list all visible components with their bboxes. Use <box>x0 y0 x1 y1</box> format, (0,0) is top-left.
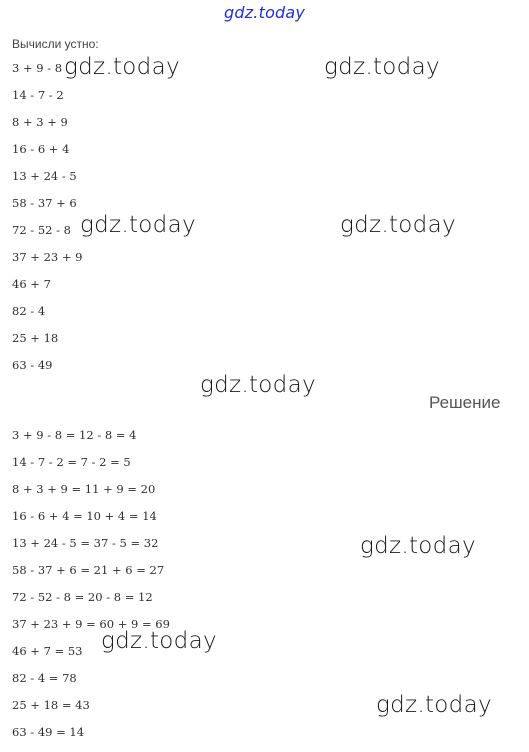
watermark: gdz.today <box>360 533 476 559</box>
solution-line: 37 + 23 + 9 = 60 + 9 = 69 <box>12 617 170 631</box>
solution-line: 63 - 49 = 14 <box>12 725 85 739</box>
solution-line: 72 - 52 - 8 = 20 - 8 = 12 <box>12 590 153 604</box>
watermark: gdz.today <box>324 54 440 80</box>
problem-line: 58 - 37 + 6 <box>12 196 77 210</box>
watermark: gdz.today <box>376 692 492 718</box>
problem-line: 8 + 3 + 9 <box>12 115 68 129</box>
watermark: gdz.today <box>200 372 316 398</box>
problem-line: 72 - 52 - 8 <box>12 223 71 237</box>
solution-line: 14 - 7 - 2 = 7 - 2 = 5 <box>12 455 131 469</box>
solution-line: 25 + 18 = 43 <box>12 698 90 712</box>
watermark: gdz.today <box>64 54 180 80</box>
problem-line: 46 + 7 <box>12 277 51 291</box>
solution-line: 46 + 7 = 53 <box>12 644 83 658</box>
watermark: gdz.today <box>340 212 456 238</box>
watermark: gdz.today <box>101 628 217 654</box>
solution-line: 58 - 37 + 6 = 21 + 6 = 27 <box>12 563 165 577</box>
task-instruction: Вычисли устно: <box>12 37 99 51</box>
solution-line: 16 - 6 + 4 = 10 + 4 = 14 <box>12 509 157 523</box>
header-watermark: gdz.today <box>224 3 306 22</box>
problem-line: 3 + 9 - 8 <box>12 61 63 75</box>
problem-line: 82 - 4 <box>12 304 46 318</box>
problem-line: 16 - 6 + 4 <box>12 142 70 156</box>
watermark: gdz.today <box>80 212 196 238</box>
solution-line: 82 - 4 = 78 <box>12 671 77 685</box>
problem-line: 37 + 23 + 9 <box>12 250 83 264</box>
solution-line: 8 + 3 + 9 = 11 + 9 = 20 <box>12 482 156 496</box>
solution-line: 13 + 24 - 5 = 37 - 5 = 32 <box>12 536 159 550</box>
problem-line: 25 + 18 <box>12 331 59 345</box>
problem-line: 14 - 7 - 2 <box>12 88 64 102</box>
problem-line: 13 + 24 - 5 <box>12 169 77 183</box>
problem-line: 63 - 49 <box>12 358 53 372</box>
solution-line: 3 + 9 - 8 = 12 - 8 = 4 <box>12 428 137 442</box>
solution-heading: Решение <box>429 393 501 412</box>
